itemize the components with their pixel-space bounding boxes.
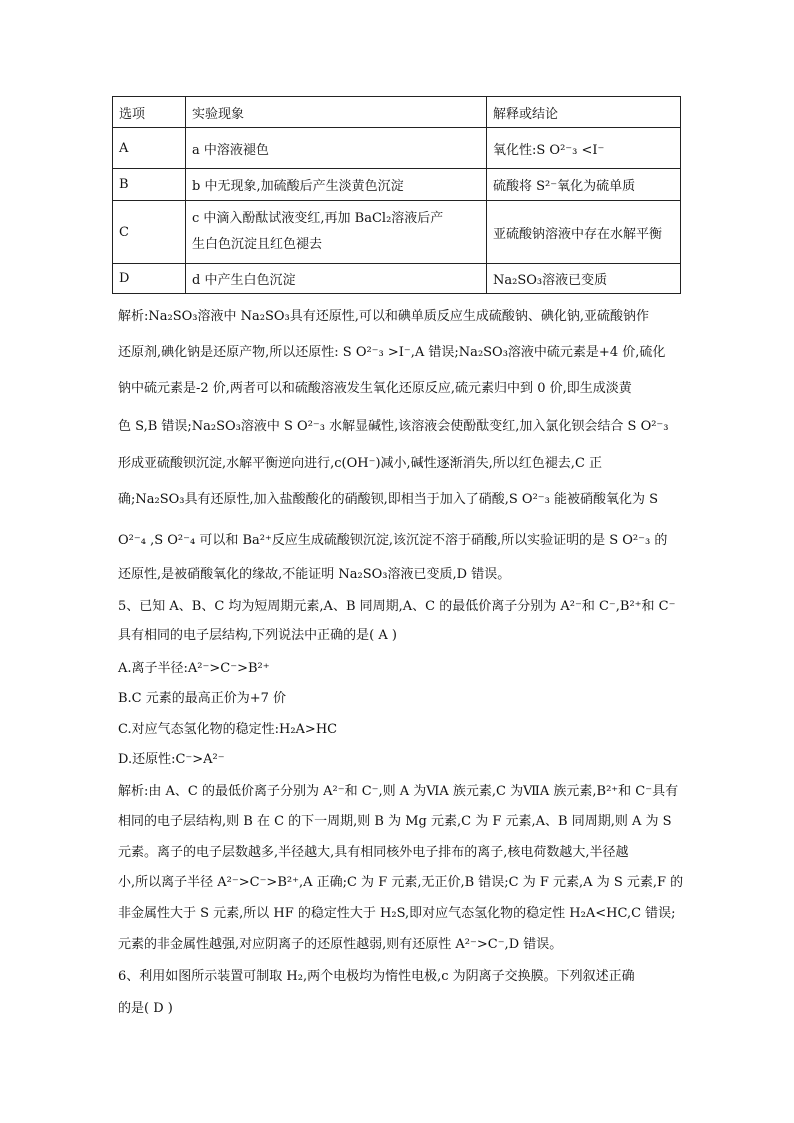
options-table [112, 96, 681, 294]
text-line: 解析:由 A、C 的最低价离子分别为 A²⁻和 C⁻,则 A 为ⅥA 族元素,C 为ⅦA 族元素,B²⁺和 C⁻具有 [118, 784, 679, 799]
text-line: 形成亚硫酸钡沉淀,水解平衡逆向进行,c(OH⁻)减小,碱性逐渐消失,所以红色褪去,C 正 [118, 456, 603, 471]
text-line: 钠中硫元素是-2 价,两者可以和硫酸溶液发生氧化还原反应,硫元素归中到 0 价,即生成淡黄 [118, 381, 632, 396]
text-line: 元素的非金属性越强,对应阴离子的还原性越弱,则有还原性 A²⁻>C⁻,D 错误。 [118, 937, 563, 952]
header-conclusion: 解释或结论 [487, 97, 681, 128]
text-line: 非金属性大于 S 元素,所以 HF 的稳定性大于 H₂S,即对应气态氢化物的稳定性 H₂A<HC,C 错误; [118, 906, 676, 921]
text-line: 还原性,是被硝酸氧化的缘故,不能证明 Na₂SO₃溶液已变质,D 错误。 [118, 567, 511, 582]
table-row [113, 201, 681, 264]
text-line: 还原剂,碘化钠是还原产物,所以还原性: S O²⁻₃ >I⁻,A 错误;Na₂SO₃溶液中硫元素是+4 价,硫化 [118, 345, 666, 360]
row-phenomenon: a 中溶液褪色 [186, 128, 487, 169]
row-phenomenon: d 中产生白色沉淀 [186, 264, 487, 294]
text-line: 小,所以离子半径 A²⁻>C⁻>B²⁺,A 正确;C 为 F 元素,无正价,B 错误;C 为 F 元素,A 为 S 元素,F 的 [118, 875, 684, 890]
row-conclusion: Na₂SO₃溶液已变质 [487, 264, 681, 294]
header-phenomenon: 实验现象 [186, 97, 487, 128]
question-5-line: 具有相同的电子层结构,下列说法中正确的是( A ) [118, 628, 397, 643]
header-option: 选项 [113, 97, 186, 128]
row-conclusion: 氧化性:S O²⁻₃ <I⁻ [487, 128, 681, 169]
text-line: 色 S,B 错误;Na₂SO₃溶液中 S O²⁻₃ 水解显碱性,该溶液会使酚酞变红,加入氯化钡会结合 S O²⁻₃ [118, 419, 669, 434]
row-phenomenon [186, 201, 487, 264]
table-row [113, 264, 681, 294]
row-option: D [113, 264, 186, 294]
text-line: 解析:Na₂SO₃溶液中 Na₂SO₃具有还原性,可以和碘单质反应生成硫酸钠、碘化钠,亚硫酸钠作 [118, 309, 650, 324]
question-6-line: 的是( D ) [118, 1001, 173, 1016]
row-conclusion: 亚硫酸钠溶液中存在水解平衡 [487, 201, 681, 264]
choice-a: A.离子半径:A²⁻>C⁻>B²⁺ [118, 661, 270, 676]
question-5-line: 5、已知 A、B、C 均为短周期元素,A、B 同周期,A、C 的最低价离子分别为 A²⁻和 C⁻,B²⁺和 C⁻ [118, 599, 676, 614]
text-line: 确;Na₂SO₃具有还原性,加入盐酸酸化的硝酸钡,即相当于加入了硝酸,S O²⁻₃ 能被硝酸氧化为 S [118, 492, 659, 507]
table-row [113, 169, 681, 201]
row-phenomenon-line1: c 中滴入酚酞试液变红,再加 BaCl₂溶液后产 [192, 211, 444, 226]
table-header-row [113, 97, 681, 128]
row-conclusion: 硫酸将 S²⁻氧化为硫单质 [487, 169, 681, 201]
choice-d: D.还原性:C⁻>A²⁻ [118, 752, 225, 767]
text-line: O²⁻₄ ,S O²⁻₄ 可以和 Ba²⁺反应生成硫酸钡沉淀,该沉淀不溶于硝酸,所以实验证明的是 S O²⁻₃ 的 [118, 533, 668, 548]
text-line: 元素。离子的电子层数越多,半径越大,具有相同核外电子排布的离子,核电荷数越大,半径越 [118, 845, 629, 860]
choice-c: C.对应气态氢化物的稳定性:H₂A>HC [118, 722, 338, 737]
choice-b: B.C 元素的最高正价为+7 价 [118, 691, 287, 706]
row-phenomenon: b 中无现象,加硫酸后产生淡黄色沉淀 [186, 169, 487, 201]
row-phenomenon-line2: 生白色沉淀且红色褪去 [192, 237, 323, 252]
row-option: A [113, 128, 186, 169]
row-option: C [113, 201, 186, 264]
row-option: B [113, 169, 186, 201]
text-line: 相同的电子层结构,则 B 在 C 的下一周期,则 B 为 Mg 元素,C 为 F 元素,A、B 同周期,则 A 为 S [118, 814, 672, 829]
table-row [113, 128, 681, 169]
question-6-line: 6、利用如图所示装置可制取 H₂,两个电极均为惰性电极,c 为阴离子交换膜。下列叙述正确 [118, 969, 635, 984]
